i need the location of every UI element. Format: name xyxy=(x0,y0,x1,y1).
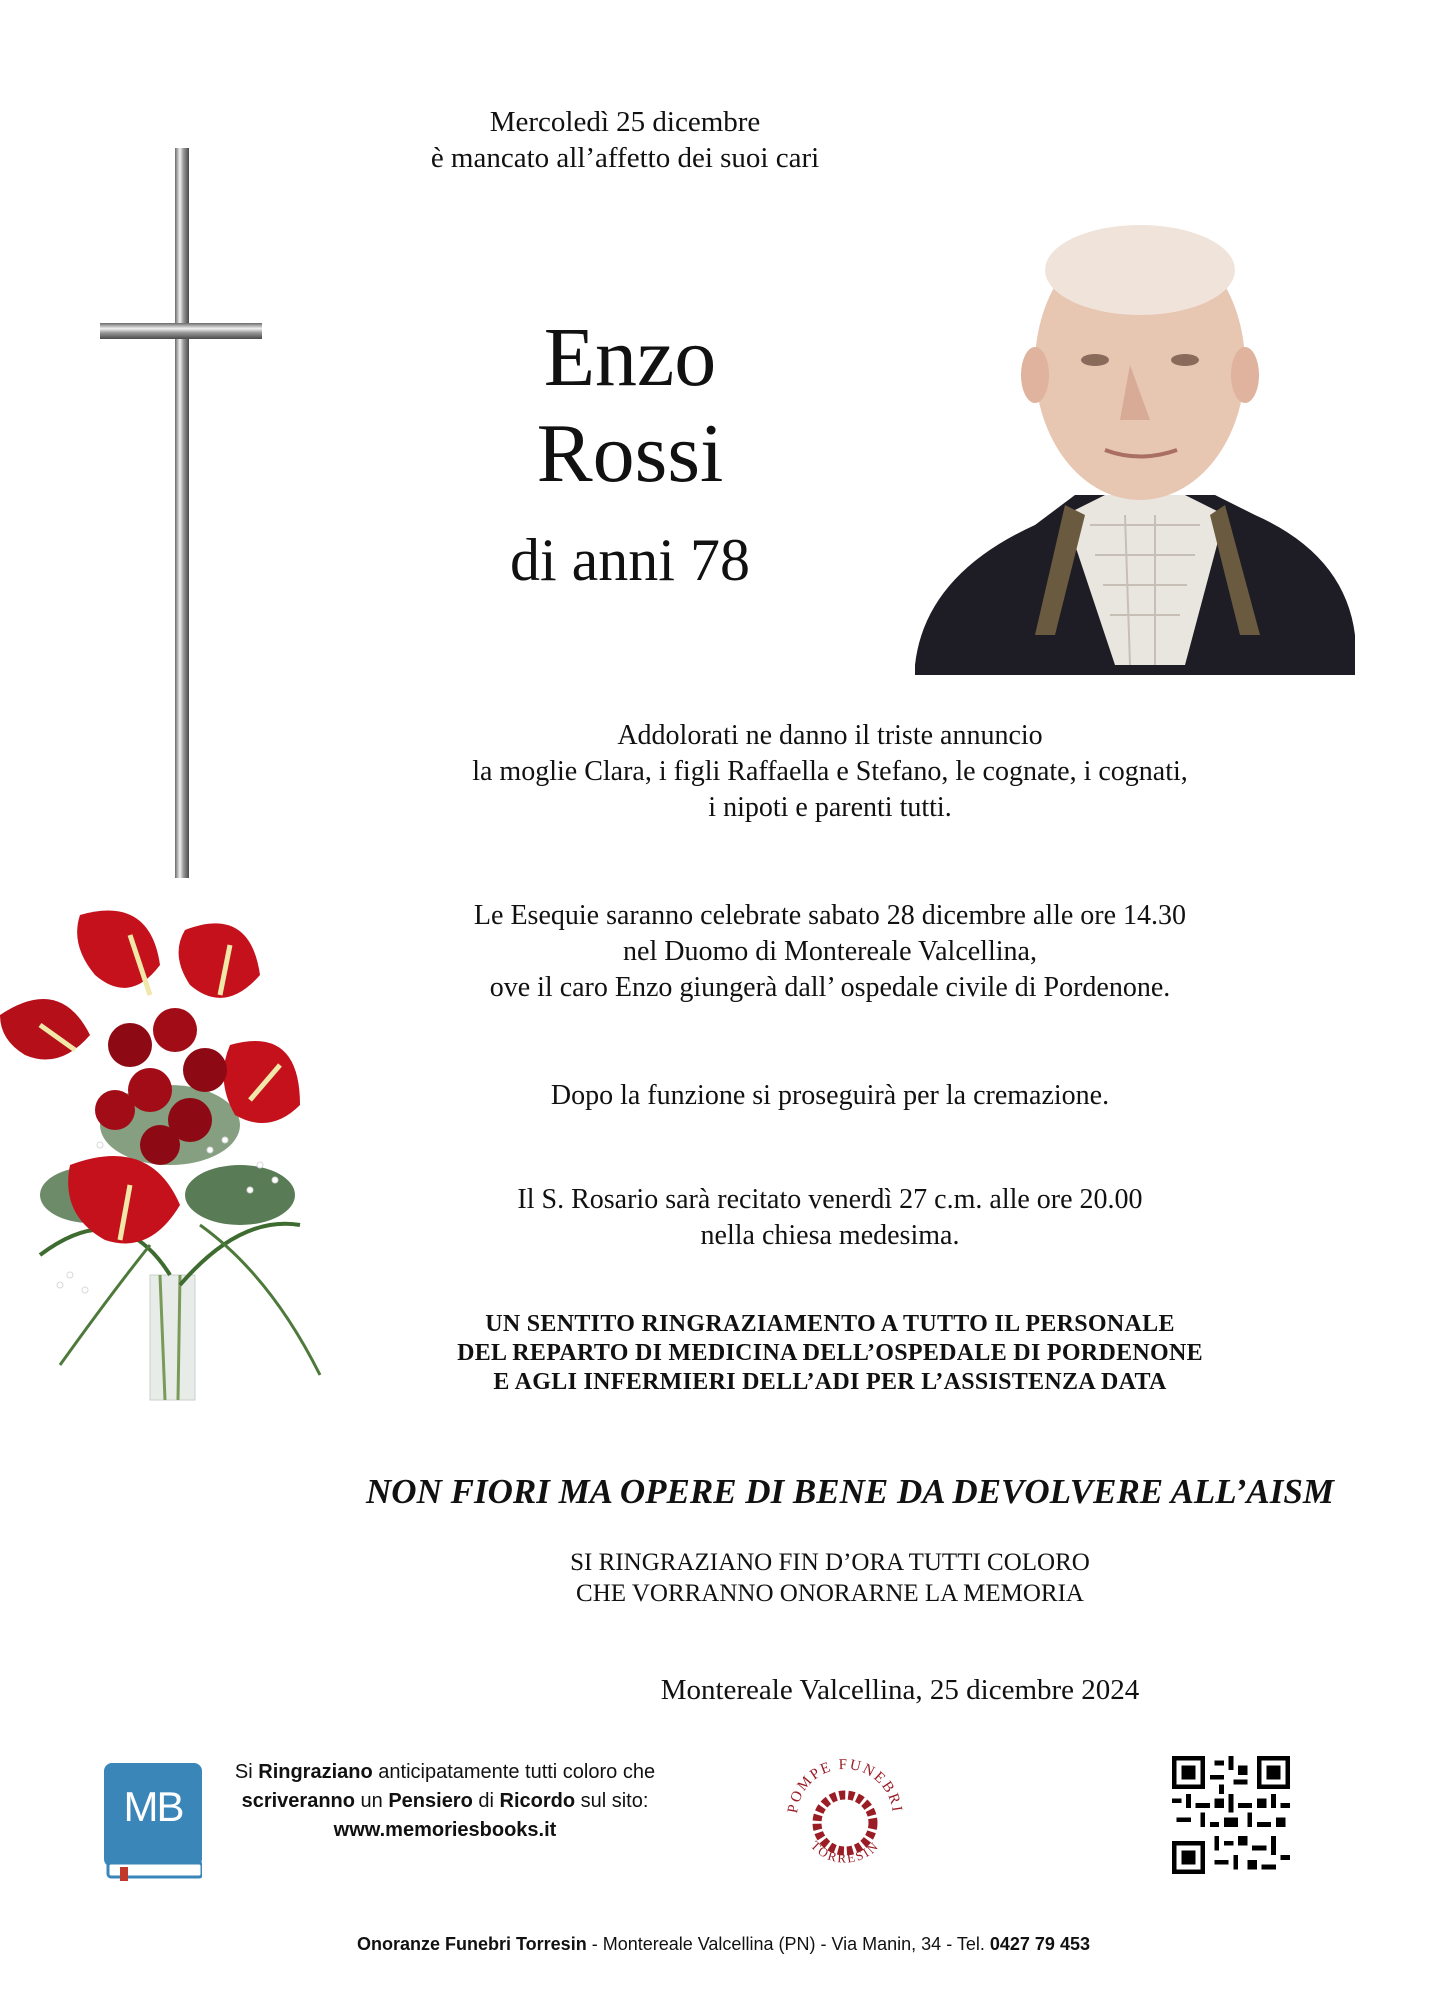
qr-code-icon[interactable] xyxy=(1172,1756,1290,1874)
rosary-line-2: nella chiesa medesima. xyxy=(700,1220,960,1251)
funeral-line-1: Le Esequie saranno celebrate sabato 28 dicembre alle ore 14.30 xyxy=(473,900,1187,931)
ack-line-1: UN SENTITO RINGRAZIAMENTO A TUTTO IL PERSONALE xyxy=(485,1311,1175,1337)
rosary-line-1: Il S. Rosario sarà recitato venerdì 27 c.m. alle ore 20.00 xyxy=(517,1184,1143,1215)
funeral-line-3: ove il caro Enzo giungerà dall’ ospedale civile di Pordenone. xyxy=(489,972,1171,1003)
place-date: Montereale Valcellina, 25 dicembre 2024 xyxy=(660,1674,1140,1706)
ack-line-2: DEL REPARTO DI MEDICINA DELL’OSPEDALE DI PORDENONE xyxy=(457,1340,1203,1366)
mb-line-2: scriveranno un Pensiero di Ricordo sul sito: xyxy=(241,1790,649,1812)
flower-bouquet-image xyxy=(0,895,340,1405)
svg-text:TORRESIN: TORRESIN xyxy=(807,1837,883,1866)
funeral-paragraph xyxy=(330,898,1330,1006)
footer-phone: 0427 79 453 xyxy=(989,1934,1090,1954)
thanks-line-1: SI RINGRAZIANO FIN D’ORA TUTTI COLORO xyxy=(570,1549,1090,1576)
announcement-intro xyxy=(300,104,950,176)
last-name: Rossi xyxy=(536,407,724,500)
portrait-photo xyxy=(915,195,1355,675)
age-line: di anni 78 xyxy=(510,527,750,593)
intro-line: è mancato all’affetto dei suoi cari xyxy=(430,142,820,174)
thanks-line-2: CHE VORRANNO ONORARNE LA MEMORIA xyxy=(576,1580,1084,1607)
funeral-line-2: nel Duomo di Montereale Valcellina, xyxy=(623,936,1037,967)
family-line-1: Addolorati ne danno il triste annuncio xyxy=(617,720,1043,751)
footer-address: - Montereale Valcellina (PN) - Via Manin, 34 - Tel. xyxy=(586,1934,990,1954)
memoriesbooks-link[interactable]: www.memoriesbooks.it xyxy=(333,1819,557,1841)
cremation-line: Dopo la funzione si proseguirà per la cremazione. xyxy=(550,1080,1110,1111)
acknowledgement-paragraph xyxy=(330,1310,1330,1397)
footer-company: Onoranze Funebri Torresin xyxy=(357,1934,587,1954)
mb-line-1: Si Ringraziano anticipatamente tutti coloro che xyxy=(234,1761,656,1783)
rosary-paragraph xyxy=(330,1182,1330,1254)
memoriesbooks-logo[interactable] xyxy=(104,1763,202,1881)
family-line-3: i nipoti e parenti tutti. xyxy=(708,792,952,823)
cross-icon xyxy=(95,148,270,883)
family-line-2: la moglie Clara, i figli Raffaella e Stefano, le cognate, i cognati, xyxy=(472,756,1188,787)
ack-line-3: E AGLI INFERMIERI DELL’ADI PER L’ASSISTENZA DATA xyxy=(493,1369,1167,1395)
first-name: Enzo xyxy=(543,311,717,404)
donation-line: NON FIORI MA OPERE DI BENE DA DEVOLVERE ALL’AISM xyxy=(366,1472,1334,1511)
family-paragraph xyxy=(330,718,1330,826)
svg-text:POMPE FUNEBRI: POMPE FUNEBRI xyxy=(785,1756,905,1815)
date-line: Mercoledì 25 dicembre xyxy=(489,106,761,138)
deceased-name xyxy=(420,310,840,502)
memoriesbooks-message xyxy=(210,1758,680,1845)
thanks-paragraph xyxy=(400,1547,1260,1609)
funeral-home-logo xyxy=(775,1743,915,1883)
footer xyxy=(0,1934,1447,1955)
memoriesbooks-logo-text: MB xyxy=(123,1783,183,1830)
